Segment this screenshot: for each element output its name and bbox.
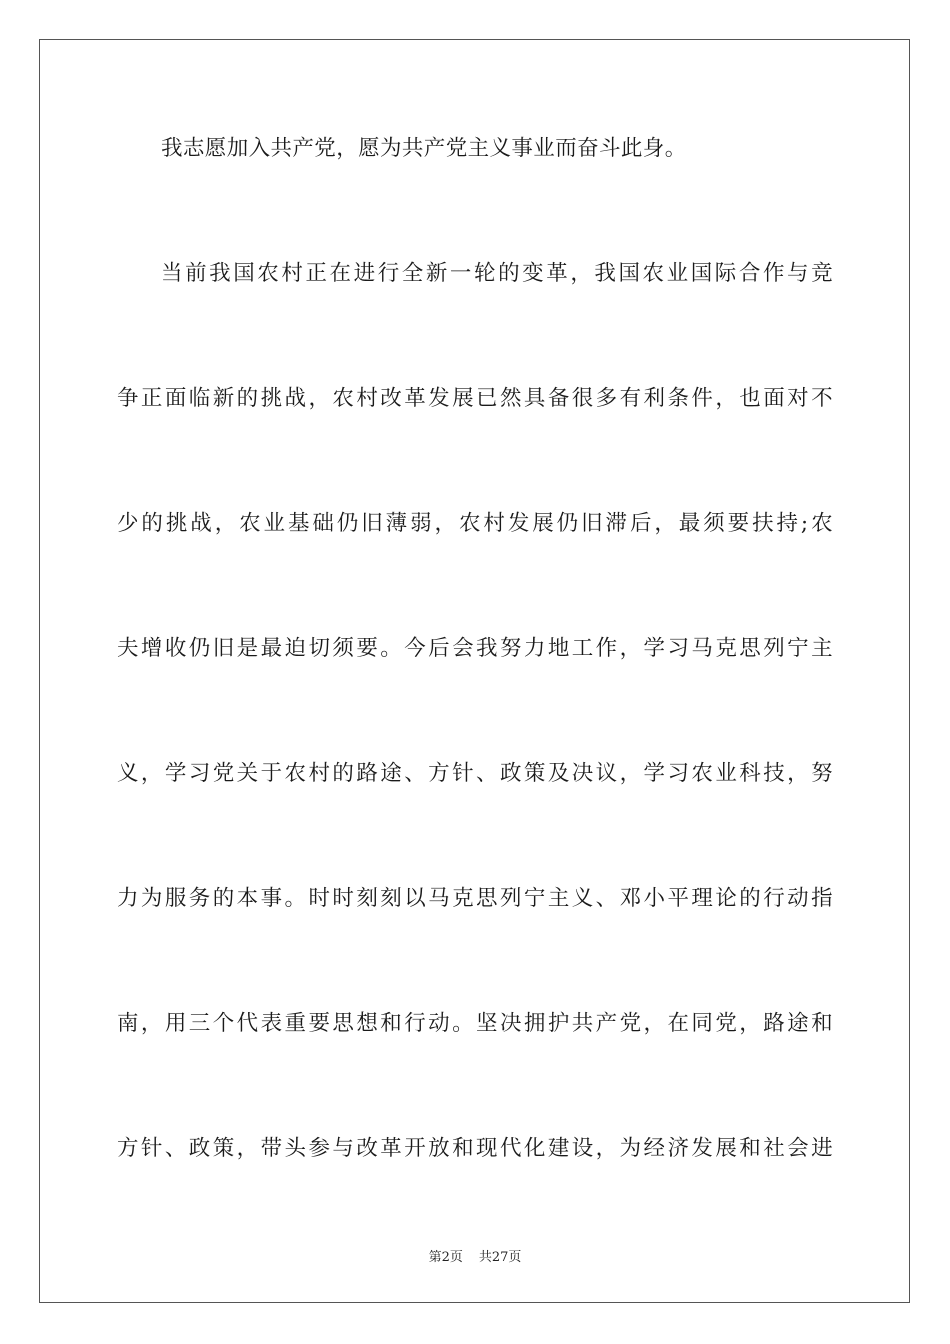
- paragraph-2-line-3: 少的挑战，农业基础仍旧薄弱，农村发展仍旧滞后，最须要扶持;农: [117, 511, 833, 536]
- paragraph-2-line-8: 方针、政策，带头参与改革开放和现代化建设，为经济发展和社会进: [117, 1136, 833, 1161]
- paragraph-2-line-2: 争正面临新的挑战，农村改革发展已然具备很多有利条件，也面对不: [117, 386, 833, 411]
- paragraph-2-line-1: 当前我国农村正在进行全新一轮的变革，我国农业国际合作与竞: [161, 261, 833, 286]
- paragraph-2-line-6: 力为服务的本事。时时刻刻以马克思列宁主义、邓小平理论的行动指: [117, 886, 833, 911]
- page-footer: [0, 1248, 950, 1268]
- paragraph-2-line-7: 南，用三个代表重要思想和行动。坚决拥护共产党，在同党，路途和: [117, 1011, 833, 1036]
- paragraph-2-line-4: 夫增收仍旧是最迫切须要。今后会我努力地工作，学习马克思列宁主: [117, 636, 833, 661]
- paragraph-1-line-1: 我志愿加入共产党，愿为共产党主义事业而奋斗此身。: [161, 136, 687, 161]
- paragraph-2-line-5: 义，学习党关于农村的路途、方针、政策及决议，学习农业科技，努: [117, 761, 833, 786]
- page-total: 共27页: [478, 1250, 522, 1265]
- page-number: 第2页: [428, 1250, 463, 1265]
- page-frame: [39, 39, 910, 1303]
